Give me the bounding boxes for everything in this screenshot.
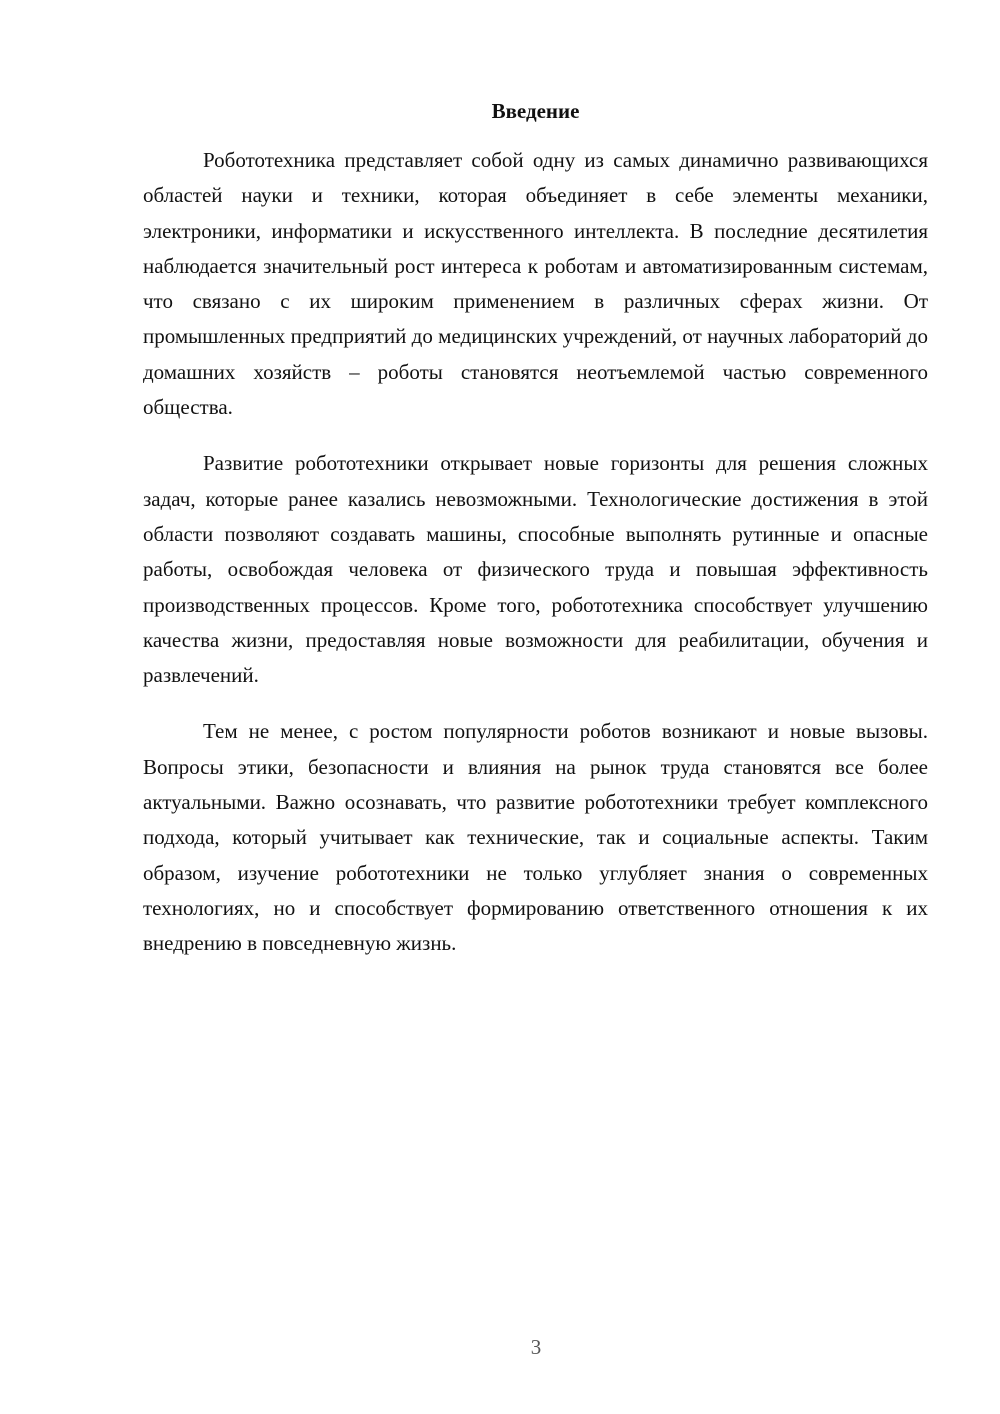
- body-text: [143, 143, 928, 983]
- page-number: 3: [530, 1335, 542, 1359]
- paragraph-3: Тем не менее, с ростом популярности роботов возникают и новые вызовы. Вопросы этики, безопасности и влияния на рынок труда становятся все более актуальными. Важно осознавать, что развитие робототехники требует комплексного подхода, который учитывает как технические, так и социальные аспекты. Таким образом, изучение робототехники не только углубляет знания о современных технологиях, но и способствует формированию ответственного отношения к их внедрению в повседневную жизнь.: [143, 719, 928, 956]
- section-heading: Введение: [491, 99, 580, 123]
- paragraph-2: Развитие робототехники открывает новые горизонты для решения сложных задач, которые ранее казались невозможными. Технологические достижения в этой области позволяют создавать машины, способные выполнять рутинные и опасные работы, освобождая человека от физического труда и повышая эффективность производственных процессов. Кроме того, робототехника способствует улучшению качества жизни, предоставляя новые возможности для реабилитации, обучения и развлечений.: [143, 451, 928, 688]
- paragraph-1: Робототехника представляет собой одну из самых динамично развивающихся областей науки и техники, которая объединяет в себе элементы механики, электроники, информатики и искусственного интеллекта. В последние десятилетия наблюдается значительный рост интереса к роботам и автоматизированным системам, что связано с их широким применением в различных сферах жизни. От промышленных предприятий до медицинских учреждений, от научных лабораторий до домашних хозяйств – роботы становятся неотъемлемой частью современного общества.: [143, 148, 928, 420]
